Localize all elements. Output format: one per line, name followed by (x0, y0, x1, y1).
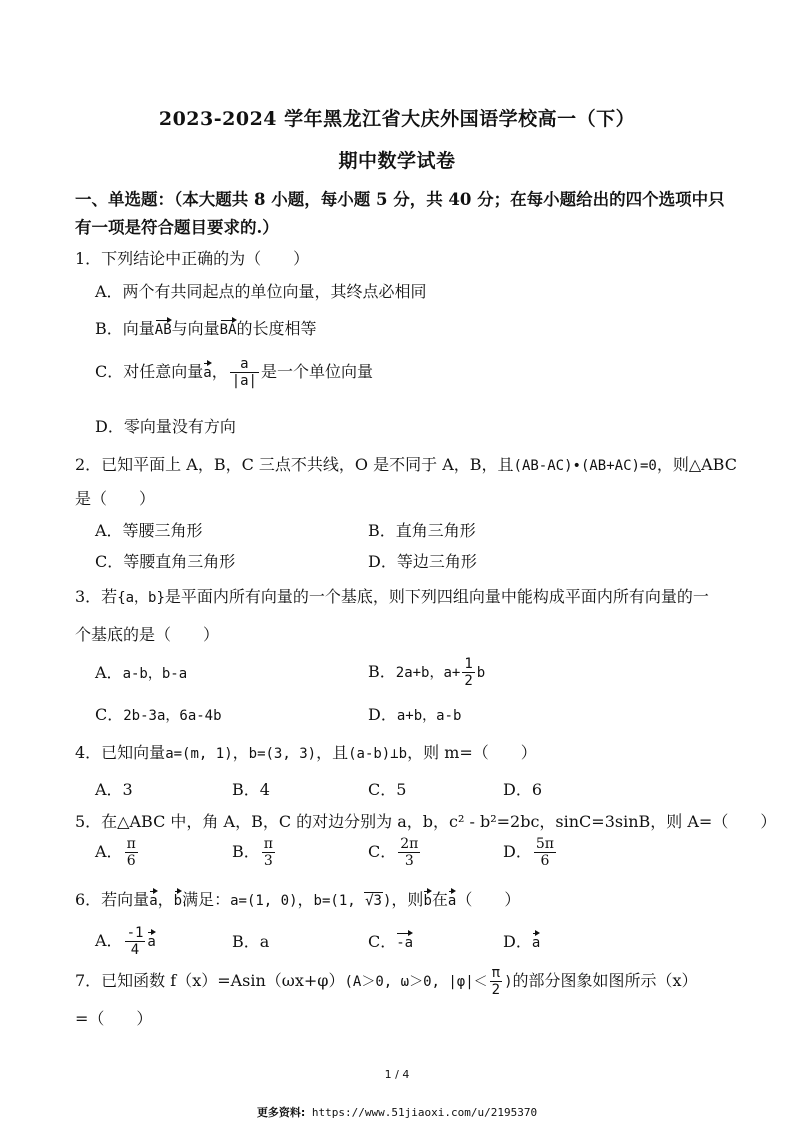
half-fraction (462, 656, 474, 689)
q6-a-label: A． (95, 931, 123, 950)
q1-c-post: 是一个单位向量 (261, 362, 374, 381)
vector-b-2: b (423, 889, 431, 909)
frac-den: |a| (231, 373, 257, 389)
q3-option-a (95, 660, 187, 683)
q4-stem (75, 740, 537, 763)
q4-option-c: C．5 (368, 780, 407, 799)
q5-a-label: A． (95, 842, 123, 861)
q6-comma-2: ， (297, 890, 314, 909)
q5-c-label: C． (368, 842, 397, 861)
q4-option-b: B．4 (232, 780, 270, 799)
q6-mid: 满足： (182, 890, 231, 909)
q1-b-post: 的长度相等 (236, 319, 317, 338)
pi-over-6 (125, 836, 138, 869)
q3-b-post: b (476, 665, 486, 681)
q2-option-d: D．等边三角形 (368, 552, 477, 571)
frac-num: 2π (400, 836, 419, 852)
five-pi-over-6 (534, 836, 556, 869)
footer-url[interactable]: https://www.51jiaoxi.com/u/2195370 (311, 1106, 538, 1119)
q6-b-value-pre: b=(1, (313, 893, 365, 909)
q3-option-d (368, 702, 461, 725)
q2-stem-pre: 2．已知平面上 A，B，C 三点不共线，O 是不同于 A，B，且 (75, 455, 514, 474)
section-heading: 一、单选题：（本大题共 8 小题，每小题 5 分，共 40 分；在每小题给出的四个选项中只有一项是符合题目要求的.） (75, 190, 725, 237)
q4-condition: (a-b)⊥b (348, 746, 408, 762)
frac-den: 6 (126, 853, 136, 869)
q6-c-label: C． (368, 932, 397, 951)
q6-stem (75, 887, 520, 910)
q6-d-label: D． (503, 932, 532, 951)
exam-subtitle: 期中数学试卷 (338, 150, 456, 172)
q1-c-comma: ， (211, 362, 228, 381)
vector-ab: AB (155, 318, 172, 338)
q7-stem (75, 965, 698, 998)
q7-stem-post: 的部分图象如图所示（x） (512, 971, 698, 990)
frac-num: a (230, 356, 259, 373)
vector-a: a (532, 931, 540, 951)
q5-stem: 5．在△ABC 中，角 A，B，C 的对边分别为 a，b，c² - b²=2bc，sinC=3sinB，则 A=（ ） (75, 812, 777, 831)
unit-vector-fraction (230, 356, 259, 389)
frac-den: 2 (491, 982, 501, 998)
q2-stem-post: ，则△ABC (656, 455, 737, 474)
q5-d-label: D． (503, 842, 532, 861)
q2-option-c: C．等腰直角三角形 (95, 552, 236, 571)
q7-cond-pre: (A＞0, ω＞0, |φ|＜ (344, 974, 488, 990)
minus-quarter (125, 925, 146, 958)
q5-b-label: B． (232, 842, 260, 861)
frac-num: 1 (464, 656, 473, 672)
q1-option-a: A．两个有共同起点的单位向量，其终点必相同 (95, 282, 427, 301)
q6-option-b: B．a (232, 932, 270, 951)
frac-num: π (491, 965, 501, 981)
frac-num: π (126, 836, 136, 852)
q4-option-d: D．6 (503, 780, 543, 799)
q6-option-a (95, 925, 156, 958)
q6-on: 在 (431, 890, 448, 909)
frac-den: 4 (130, 942, 140, 958)
q5-option-b (232, 836, 277, 869)
q4-vector-b: b=(3, 3) (248, 746, 317, 762)
q1-c-pre: C．对任意向量 (95, 362, 204, 381)
vector-neg-a: -a (396, 931, 413, 951)
footer-label: 更多资料: (256, 1106, 306, 1119)
q4-stem-post: ，则 m=（ ） (407, 743, 537, 762)
sqrt-three: √3 (365, 893, 382, 909)
vector-a-2: a (448, 889, 456, 909)
exam-title: 2023-2024 学年黑龙江省大庆外国语学校高一（下） (158, 108, 636, 130)
q1-option-d: D．零向量没有方向 (95, 417, 236, 436)
q7-stem-pre: 7．已知函数 f（x）=Asin（ωx+φ） (75, 971, 345, 990)
q6-option-d (503, 929, 540, 952)
q4-comma: ， (232, 743, 249, 762)
q3-b-pre: 2a+b，a+ (395, 665, 461, 681)
q2-stem-line2: 是（ ） (75, 489, 156, 508)
q3-basis: {a，b} (117, 590, 165, 606)
frac-num: -1 (126, 925, 144, 941)
q6-option-c (368, 929, 413, 952)
vector-a: a (147, 930, 155, 950)
q3-stem (75, 584, 709, 607)
two-pi-over-3 (398, 836, 420, 869)
q4-stem-pre: 4．已知向量 (75, 743, 166, 762)
q3-stem-pre: 3．若 (75, 587, 118, 606)
q6-stem-pre: 6．若向量 (75, 890, 150, 909)
q6-a-value: a=(1, 0) (230, 893, 298, 909)
footer-source (0, 1104, 794, 1120)
q7-cond-post: ) (504, 974, 513, 990)
q6-comma: ， (157, 890, 174, 909)
frac-den: 3 (263, 853, 273, 869)
frac-den: 6 (540, 853, 550, 869)
q3-d-label: D． (368, 705, 397, 724)
q1-b-pre: B．向量 (95, 319, 155, 338)
q6-then: ，则 (391, 890, 424, 909)
frac-den: 2 (464, 673, 473, 689)
q2-option-b: B．直角三角形 (368, 521, 476, 540)
frac-num: π (263, 836, 273, 852)
pi-over-2 (490, 965, 502, 998)
vector-ba: BA (220, 318, 237, 338)
q7-stem-line2: =（ ） (75, 1009, 153, 1028)
q5-option-a (95, 836, 140, 869)
q3-a-label: A． (95, 663, 123, 682)
pi-over-3 (262, 836, 275, 869)
q3-stem-line2: 个基底的是（ ） (75, 625, 220, 644)
q3-b-label: B． (368, 662, 396, 681)
q6-stem-post: （ ） (456, 890, 521, 909)
q3-c-label: C． (95, 705, 124, 724)
q6-b-value-post: ) (382, 893, 392, 909)
q3-option-c (95, 702, 222, 725)
q3-c-vectors: 2b-3a，6a-4b (123, 708, 222, 724)
q4-mid: ，且 (316, 743, 349, 762)
q4-vector-a: a=(m, 1) (165, 746, 233, 762)
vector-a: a (203, 361, 211, 381)
q3-option-b (368, 656, 485, 689)
q3-stem-post: 是平面内所有向量的一个基底，则下列四组向量中能构成平面内所有向量的一 (164, 587, 709, 606)
frac-den: 3 (404, 853, 414, 869)
q1-stem: 1．下列结论中正确的为（ ） (75, 249, 310, 268)
vector-a: a (149, 889, 157, 909)
q3-a-vectors: a-b，b-a (122, 666, 188, 682)
q1-option-b (95, 316, 317, 339)
q1-b-mid: 与向量 (171, 319, 220, 338)
q2-option-a: A．等腰三角形 (95, 521, 203, 540)
frac-num: 5π (535, 836, 554, 852)
page-number: 1 / 4 (384, 1068, 410, 1081)
q4-option-a: A．3 (95, 780, 133, 799)
q5-option-d (503, 836, 558, 869)
q2-stem (75, 452, 737, 475)
vector-b: b (174, 889, 182, 909)
q1-option-c (95, 356, 373, 389)
q5-option-c (368, 836, 422, 869)
q3-d-vectors: a+b，a-b (396, 708, 462, 724)
q2-expression: (AB-AC)•(AB+AC)=0 (513, 458, 657, 474)
